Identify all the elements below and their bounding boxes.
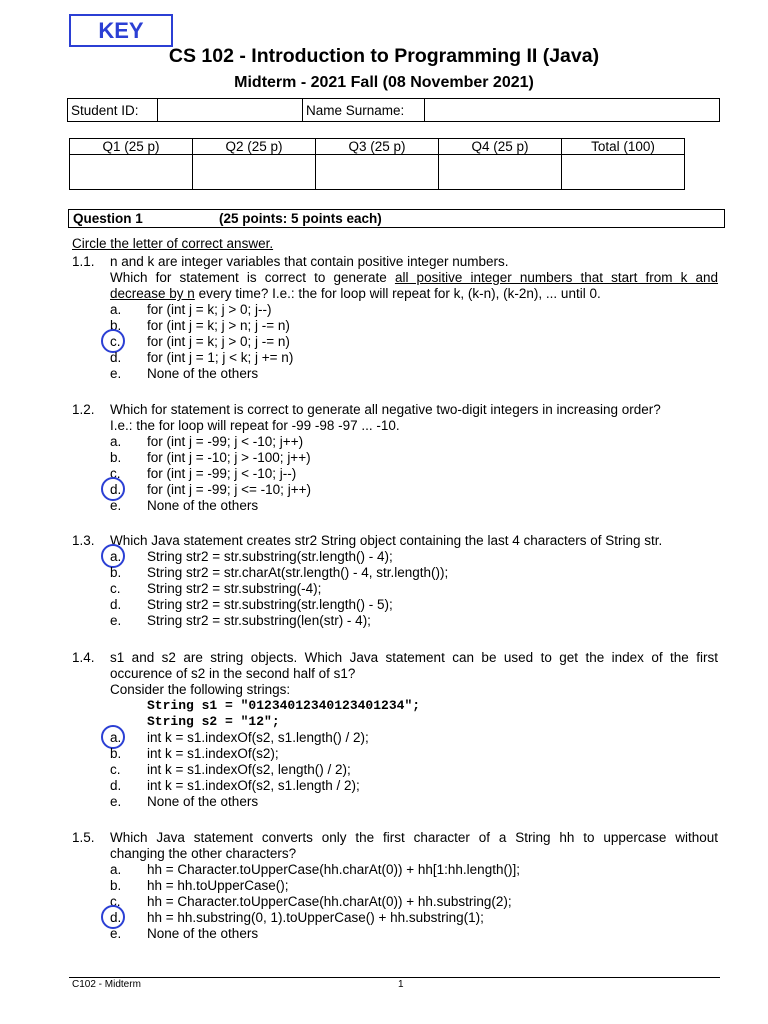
question-text: changing the other characters?: [110, 846, 297, 861]
option-label: d.: [110, 482, 122, 497]
question-number: 1.2.: [72, 402, 95, 417]
option-e[interactable]: [72, 926, 718, 942]
option-text: None of the others: [147, 366, 259, 381]
score-header-q2: Q2 (25 p): [193, 139, 316, 155]
option-label: c.: [110, 581, 121, 596]
option-text: for (int j = k; j > 0; j -= n): [147, 334, 290, 349]
footer-divider: [69, 977, 720, 978]
footer-course: C102 - Midterm: [72, 979, 141, 990]
question-text: occurence of s2 in the second half of s1?: [110, 666, 356, 681]
option-a[interactable]: [72, 549, 718, 565]
option-text: hh = Character.toUpperCase(hh.charAt(0)) + hh[1:hh.length()];: [147, 862, 520, 877]
option-text: String str2 = str.substring(len(str) - 4);: [147, 613, 371, 628]
option-label: a.: [110, 302, 122, 317]
option-label: e.: [110, 366, 122, 381]
option-a[interactable]: [72, 434, 718, 450]
option-text: int k = s1.indexOf(s2, s1.length / 2);: [147, 778, 360, 793]
option-text: for (int j = 1; j < k; j += n): [147, 350, 294, 365]
score-header-q3: Q3 (25 p): [316, 139, 439, 155]
question-text: [110, 270, 718, 286]
option-label: a.: [110, 862, 122, 877]
option-text: int k = s1.indexOf(s2, length() / 2);: [147, 762, 351, 777]
option-e[interactable]: [72, 794, 718, 810]
option-c[interactable]: [72, 762, 718, 778]
option-label: c.: [110, 466, 121, 481]
code-line: String s2 = "12";: [147, 714, 280, 729]
question-text-part: Which for statement is correct to generate: [110, 270, 395, 285]
question-1-5: [72, 830, 718, 942]
option-text: None of the others: [147, 498, 259, 513]
option-c[interactable]: [72, 894, 718, 910]
code-line: String s1 = "01234012340123401234";: [147, 698, 421, 713]
score-header-total: Total (100): [562, 139, 685, 155]
key-stamp: KEY: [69, 14, 173, 47]
question-number: 1.3.: [72, 533, 95, 548]
score-cell-total[interactable]: [562, 155, 685, 190]
question-1-1: [72, 254, 718, 382]
option-a[interactable]: [72, 302, 718, 318]
option-b[interactable]: [72, 450, 718, 466]
option-label: a.: [110, 549, 122, 564]
option-b[interactable]: [72, 565, 718, 581]
question-text-part: every time? I.e.: the for loop will repeat for k, (k-n), (k-2n), ... until 0.: [194, 286, 601, 301]
question-text: s1 and s2 are string objects. Which Java statement can be used to get the index of the first: [110, 650, 718, 665]
option-text: String str2 = str.charAt(str.length() - 4, str.length());: [147, 565, 449, 580]
option-text: for (int j = -99; j < -10; j--): [147, 466, 297, 481]
option-d[interactable]: [72, 597, 718, 613]
option-e[interactable]: [72, 366, 718, 382]
question-1-points: (25 points: 5 points each): [219, 211, 382, 226]
option-b[interactable]: [72, 746, 718, 762]
exam-subtitle: Midterm - 2021 Fall (08 November 2021): [234, 74, 534, 91]
score-header-q1: Q1 (25 p): [70, 139, 193, 155]
score-cell-q1[interactable]: [70, 155, 193, 190]
option-a[interactable]: [72, 730, 718, 746]
option-d[interactable]: [72, 910, 718, 926]
option-text: None of the others: [147, 926, 259, 941]
option-label: d.: [110, 597, 122, 612]
option-label: b.: [110, 450, 122, 465]
option-text: for (int j = -10; j > -100; j++): [147, 450, 311, 465]
question-text: n and k are integer variables that contain positive integer numbers.: [110, 254, 509, 269]
option-d[interactable]: [72, 350, 718, 366]
option-text: int k = s1.indexOf(s2, s1.length() / 2);: [147, 730, 369, 745]
question-text: Consider the following strings:: [110, 682, 291, 697]
question-text: Which for statement is correct to generate all negative two-digit integers in increasing order?: [110, 402, 661, 417]
option-text: int k = s1.indexOf(s2);: [147, 746, 279, 761]
option-d[interactable]: [72, 778, 718, 794]
question-number: 1.4.: [72, 650, 95, 665]
instruction: Circle the letter of correct answer.: [72, 236, 274, 251]
question-number: 1.5.: [72, 830, 95, 845]
question-number: 1.1.: [72, 254, 95, 269]
question-text: I.e.: the for loop will repeat for -99 -98 -97 ... -10.: [110, 418, 400, 433]
option-label: e.: [110, 926, 122, 941]
student-id-label: Student ID:: [68, 99, 158, 122]
score-table: [69, 138, 685, 190]
question-text: [110, 286, 718, 302]
option-e[interactable]: [72, 613, 718, 629]
question-1-4: [72, 650, 718, 810]
score-header-q4: Q4 (25 p): [439, 139, 562, 155]
option-text: String str2 = str.substring(str.length() - 4);: [147, 549, 393, 564]
name-surname-label: Name Surname:: [303, 99, 425, 122]
option-label: c.: [110, 894, 121, 909]
option-text: String str2 = str.substring(-4);: [147, 581, 322, 596]
option-label: d.: [110, 910, 122, 925]
student-id-field[interactable]: [158, 99, 303, 122]
option-text: for (int j = k; j > n; j -= n): [147, 318, 290, 333]
option-text: for (int j = -99; j < -10; j++): [147, 434, 304, 449]
question-text: Which Java statement converts only the first character of a String hh to uppercase without: [110, 830, 718, 845]
option-text: None of the others: [147, 794, 259, 809]
option-c[interactable]: [72, 466, 718, 482]
question-text: Which Java statement creates str2 String object containing the last 4 characters of String str.: [110, 533, 663, 548]
option-label: a.: [110, 730, 122, 745]
score-cell-q3[interactable]: [316, 155, 439, 190]
option-b[interactable]: [72, 878, 718, 894]
option-label: e.: [110, 498, 122, 513]
option-text: hh = hh.toUpperCase();: [147, 878, 289, 893]
option-text: String str2 = str.substring(str.length() - 5);: [147, 597, 393, 612]
score-cell-q2[interactable]: [193, 155, 316, 190]
page-title: CS 102 - Introduction to Programming II (Java): [168, 45, 600, 67]
option-a[interactable]: [72, 862, 718, 878]
score-cell-q4[interactable]: [439, 155, 562, 190]
name-surname-field[interactable]: [425, 99, 720, 122]
option-label: e.: [110, 794, 122, 809]
option-e[interactable]: [72, 498, 718, 514]
option-text: for (int j = k; j > 0; j--): [147, 302, 272, 317]
question-1-label: Question 1: [73, 211, 143, 226]
option-c[interactable]: [72, 581, 718, 597]
question-1-2: [72, 402, 718, 514]
question-text-underlined: decrease by n: [110, 286, 195, 301]
option-text: hh = hh.substring(0, 1).toUpperCase() + hh.substring(1);: [147, 910, 484, 925]
option-label: b.: [110, 878, 122, 893]
option-text: hh = Character.toUpperCase(hh.charAt(0)) + hh.substring(2);: [147, 894, 512, 909]
option-label: c.: [110, 334, 121, 349]
option-label: d.: [110, 350, 122, 365]
option-label: a.: [110, 434, 122, 449]
question-1-header: [68, 209, 725, 228]
option-text: for (int j = -99; j <= -10; j++): [147, 482, 311, 497]
page-number: 1: [398, 979, 404, 990]
option-b[interactable]: [72, 318, 718, 334]
question-1-3: [72, 533, 718, 629]
question-text-underlined: all positive integer numbers that start from k and: [394, 270, 719, 285]
option-d[interactable]: [72, 482, 718, 498]
option-label: c.: [110, 762, 121, 777]
option-label: b.: [110, 565, 122, 580]
option-label: d.: [110, 778, 122, 793]
option-label: b.: [110, 746, 122, 761]
option-c[interactable]: [72, 334, 718, 350]
student-info-table: [67, 98, 720, 122]
option-label: e.: [110, 613, 122, 628]
option-label: b.: [110, 318, 122, 333]
